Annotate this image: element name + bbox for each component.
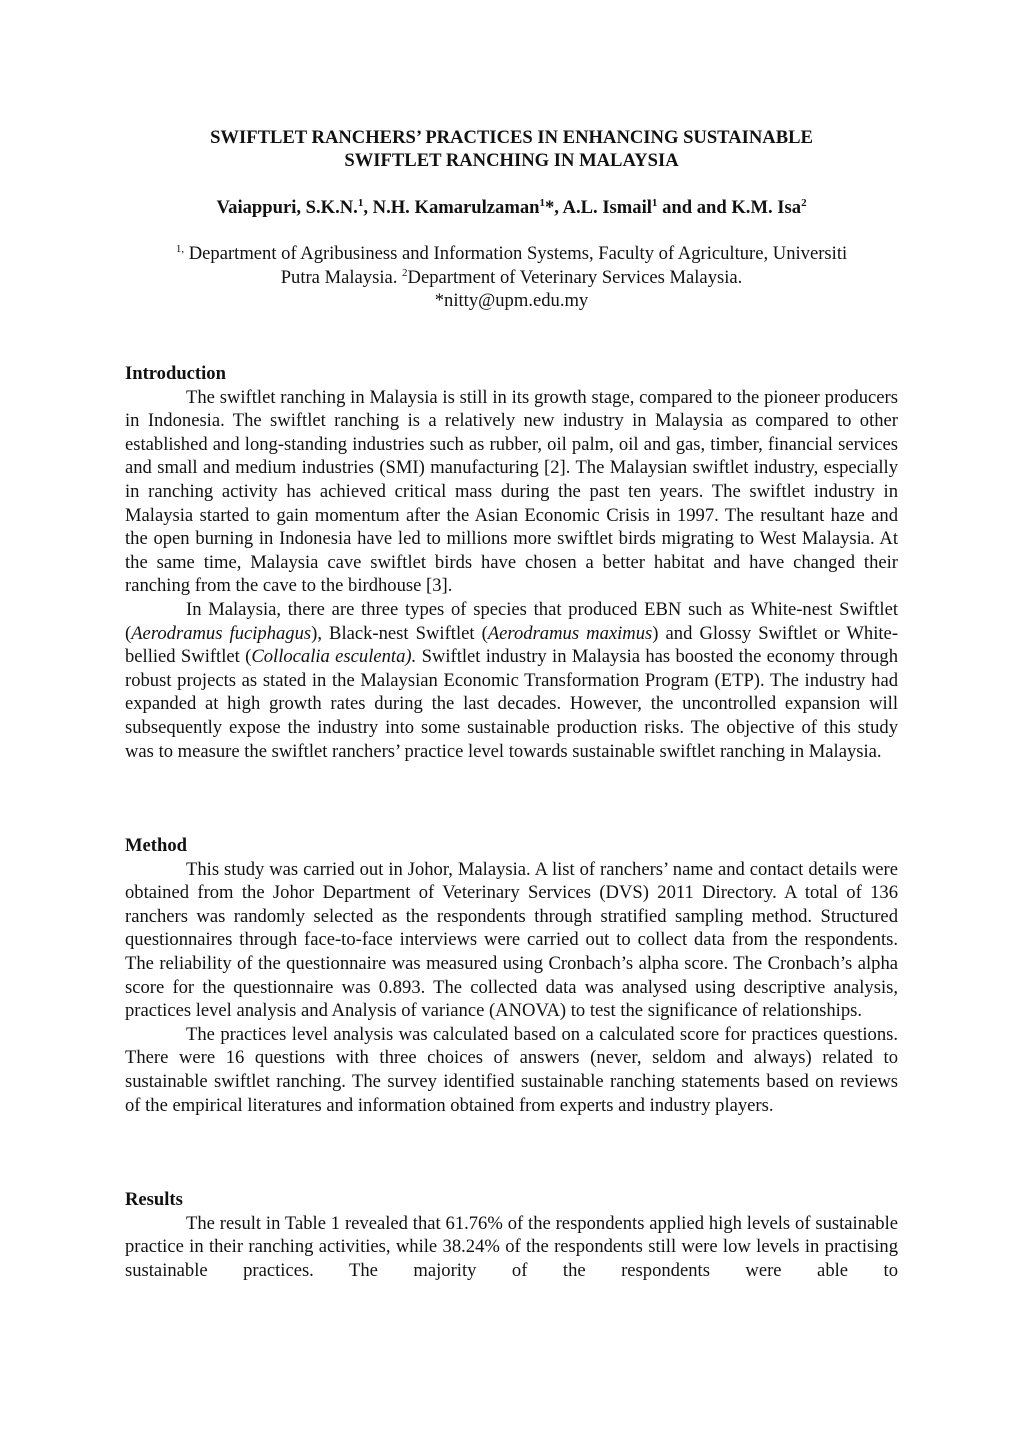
title-line-1: SWIFTLET RANCHERS’ PRACTICES IN ENHANCING SUSTAINABLE (210, 127, 813, 148)
author-name: A.L. Ismail (562, 197, 652, 218)
paragraph: In Malaysia, there are three types of species that produced EBN such as White-nest Swiftlet (Aerodramus fuciphagus), Black-nest Swiftlet (Aerodramus maximus) and Glossy Swiftlet or White-bellied Swiftlet (Collocalia esculenta). Swiftlet industry in Malaysia has boosted the economy through robust projects as stated in the Malaysian Economic Transformation Program (ETP). The industry had expanded at high growth rates during the last decades. However, the uncontrolled expansion will subsequently expose the industry into some sustainable production risks. The objective of this study was to measure the swiftlet ranchers’ practice level towards sustainable swiftlet ranching in Malaysia. (125, 598, 899, 762)
author-affil-sup: 1 (539, 197, 545, 209)
author-separator: , (554, 197, 563, 218)
affil-sup-2: 2 (402, 266, 408, 279)
corresponding-email[interactable]: *nitty@upm.edu.my (434, 290, 589, 312)
section-heading: Results (125, 1189, 183, 1210)
title-line-2: SWIFTLET RANCHING IN MALAYSIA (344, 150, 679, 171)
section-method (125, 834, 898, 1117)
affiliations (125, 242, 898, 313)
affil-line-2b: Department of Veterinary Services Malaysia. (407, 266, 743, 288)
section-heading: Method (125, 835, 187, 856)
author-affil-sup: 2 (801, 197, 807, 209)
author-name: Vaiappuri, S.K.N. (216, 197, 358, 218)
author-name: N.H. Kamarulzaman (372, 197, 540, 218)
affil-line-2a: Putra Malaysia. (280, 266, 403, 288)
paragraph: The swiftlet ranching in Malaysia is still in its growth stage, compared to the pioneer producers in Indonesia. The swiftlet ranching is a relatively new industry in Malaysia as compared to other established and long-standing industries such as rubber, oil palm, oil and gas, timber, financial services and small and medium industries (SMI) manufacturing [2]. The Malaysian swiftlet industry, especially in ranching activity has achieved critical mass during the past ten years. The swiftlet industry in Malaysia started to gain momentum after the Asian Economic Crisis in 1997. The resultant haze and the open burning in Indonesia have led to millions more swiftlet birds migrating to West Malaysia. At the same time, Malaysia cave swiftlet birds have chosen a better habitat and have changed their ranching from the cave to the birdhouse [3]. (125, 386, 898, 597)
paragraph: The practices level analysis was calculated based on a calculated score for practices questions. There were 16 questions with three choices of answers (never, seldom and always) related to sustainable swiftlet ranching. The survey identified sustainable ranching statements based on reviews of the empirical literatures and information obtained from experts and industry players. (125, 1023, 898, 1116)
author-separator: and and (657, 197, 732, 218)
affil-sup-1: 1, (175, 243, 185, 255)
section-results (125, 1188, 898, 1282)
author-separator: , (363, 197, 373, 218)
author-list (125, 196, 898, 220)
paragraph: This study was carried out in Johor, Malaysia. A list of ranchers’ name and contact details were obtained from the Johor Department of Veterinary Services (DVS) 2011 Directory. A total of 136 ranchers was randomly selected as the respondents through stratified sampling method. Structured questionnaires through face-to-face interviews were carried out to collect data from the respondents. The reliability of the questionnaire was measured using Cronbach’s alpha score. The Cronbach’s alpha score for the questionnaire was 0.893. The collected data was analysed using descriptive analysis, practices level analysis and Analysis of variance (ANOVA) to test the significance of relationships. (125, 858, 898, 1022)
paragraph: The result in Table 1 revealed that 61.76% of the respondents applied high levels of sustainable practice in their ranching activities, while 38.24% of the respondents still were low levels in practising sustainable practices. The majority of the respondents were able to (125, 1212, 898, 1281)
author-affil-sup: 1 (651, 197, 658, 209)
section-introduction (125, 362, 898, 763)
section-heading: Introduction (125, 363, 226, 384)
author-affil-sup: 1 (357, 197, 364, 209)
affil-line-1: Department of Agribusiness and Information Systems, Faculty of Agriculture, Universiti (188, 243, 848, 264)
author-name: K.M. Isa (731, 197, 802, 218)
paper-title (125, 126, 898, 172)
corresponding-mark: * (544, 197, 555, 218)
